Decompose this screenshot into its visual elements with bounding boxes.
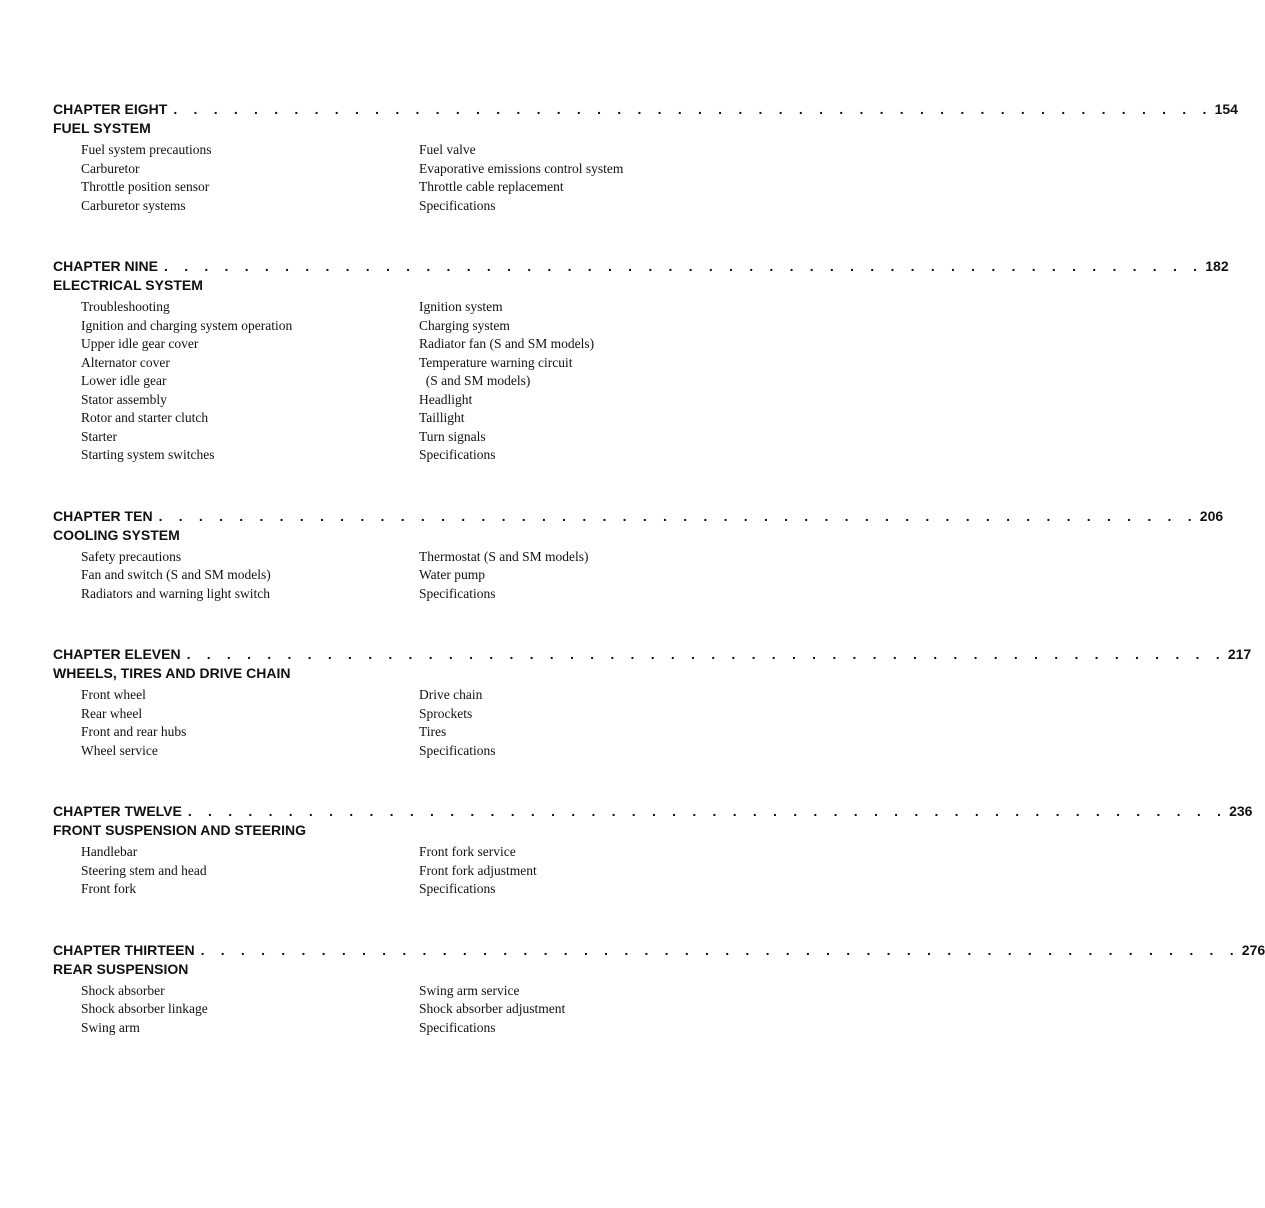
chapter-title: REAR SUSPENSION bbox=[53, 960, 189, 977]
topic-column-left bbox=[81, 982, 419, 1038]
chapter-twelve bbox=[53, 802, 1253, 899]
chapter-heading[interactable] bbox=[53, 257, 1229, 276]
topic-item[interactable]: Taillight bbox=[419, 410, 465, 425]
chapter-eleven bbox=[53, 645, 1252, 760]
topic-item[interactable]: Lower idle gear bbox=[81, 373, 167, 388]
chapter-ten bbox=[53, 507, 1224, 604]
topic-item[interactable]: Drive chain bbox=[419, 687, 483, 702]
topic-column-right bbox=[419, 141, 673, 215]
dot-leader: . . . . . . . . . . . . . . . . . . . . . . . . . . . . . . . . . . . . . . . . . . . . . . . . . . . . bbox=[158, 507, 1198, 524]
page-number: 217 bbox=[1227, 646, 1252, 662]
page-number: 182 bbox=[1205, 258, 1229, 274]
topic-column-left bbox=[81, 686, 419, 760]
dot-leader: . . . . . . . . . . . . . . . . . . . . . . . . . . . . . . . . . . . . . . . . . . . . . . . . . . . . bbox=[187, 803, 1228, 819]
chapter-label: CHAPTER THIRTEEN bbox=[53, 941, 195, 958]
topic-column-right bbox=[419, 843, 673, 899]
topic-list bbox=[81, 298, 673, 465]
topic-column-right bbox=[419, 548, 673, 604]
topic-item[interactable]: Shock absorber linkage bbox=[81, 1001, 208, 1016]
topic-column-right bbox=[419, 982, 673, 1038]
chapter-label: CHAPTER TEN bbox=[53, 507, 153, 524]
chapter-heading[interactable] bbox=[53, 100, 1238, 119]
topic-column-left bbox=[81, 298, 419, 465]
topic-item[interactable]: Tires bbox=[419, 724, 447, 739]
topic-item[interactable]: Specifications bbox=[419, 585, 496, 601]
topic-item[interactable]: Troubleshooting bbox=[81, 299, 170, 314]
topic-column-left bbox=[81, 141, 419, 215]
page-number: 236 bbox=[1229, 803, 1253, 819]
chapter-heading[interactable] bbox=[53, 802, 1253, 821]
topic-item[interactable]: Specifications bbox=[419, 447, 496, 462]
topic-item[interactable]: Radiators and warning light switch bbox=[81, 585, 270, 601]
topic-item[interactable]: Shock absorber adjustment bbox=[419, 1001, 566, 1016]
topic-column-right bbox=[419, 686, 673, 760]
chapter-heading[interactable] bbox=[53, 507, 1224, 526]
chapter-title: FUEL SYSTEM bbox=[53, 120, 151, 136]
topic-item[interactable]: Fuel valve bbox=[419, 142, 476, 157]
topic-item[interactable]: Rotor and starter clutch bbox=[81, 410, 209, 425]
chapter-title: FRONT SUSPENSION AND STEERING bbox=[53, 822, 307, 838]
dot-leader: . . . . . . . . . . . . . . . . . . . . . . . . . . . . . . . . . . . . . . . . . . . . . . . . . . . . bbox=[164, 258, 1204, 274]
topic-item[interactable]: Specifications bbox=[419, 742, 496, 758]
topic-item[interactable]: Thermostat (S and SM models) bbox=[419, 548, 589, 564]
page-number: 154 bbox=[1214, 101, 1238, 117]
topic-item[interactable]: Evaporative emissions control system bbox=[419, 160, 624, 176]
topic-item[interactable]: Carburetor bbox=[81, 160, 140, 176]
chapter-label: CHAPTER ELEVEN bbox=[53, 646, 181, 662]
topic-list bbox=[81, 843, 673, 899]
topic-item[interactable]: Sprockets bbox=[419, 705, 473, 721]
topic-item[interactable]: Front fork service bbox=[419, 844, 516, 859]
chapter-eight bbox=[53, 100, 1238, 215]
topic-item[interactable]: Front fork adjustment bbox=[419, 862, 537, 878]
topic-item[interactable]: Steering stem and head bbox=[81, 862, 207, 878]
topic-item[interactable]: Specifications bbox=[419, 197, 496, 213]
topic-item[interactable]: Front wheel bbox=[81, 687, 146, 702]
chapter-label: CHAPTER EIGHT bbox=[53, 101, 168, 117]
topic-item[interactable]: Alternator cover bbox=[81, 354, 170, 370]
topic-item[interactable]: Rear wheel bbox=[81, 705, 143, 721]
topic-item[interactable]: Throttle position sensor bbox=[81, 179, 210, 194]
topic-item[interactable]: Ignition and charging system operation bbox=[81, 317, 293, 333]
dot-leader: . . . . . . . . . . . . . . . . . . . . . . . . . . . . . . . . . . . . . . . . . . . . . . . . . . . . bbox=[200, 941, 1240, 958]
topic-item[interactable]: Headlight bbox=[419, 391, 473, 407]
topic-column-right bbox=[419, 298, 673, 465]
topic-item[interactable]: Swing arm bbox=[81, 1019, 140, 1035]
topic-item[interactable]: Front and rear hubs bbox=[81, 724, 187, 739]
topic-list bbox=[81, 548, 673, 604]
chapter-label: CHAPTER NINE bbox=[53, 258, 159, 274]
dot-leader: . . . . . . . . . . . . . . . . . . . . . . . . . . . . . . . . . . . . . . . . . . . . . . . . . . . . bbox=[186, 646, 1226, 662]
topic-item[interactable]: Fuel system precautions bbox=[81, 142, 212, 157]
chapter-title: COOLING SYSTEM bbox=[53, 526, 180, 543]
topic-item[interactable]: Charging system bbox=[419, 317, 510, 333]
chapter-nine bbox=[53, 257, 1229, 465]
topic-column-left bbox=[81, 548, 419, 604]
topic-item[interactable]: Stator assembly bbox=[81, 391, 167, 407]
topic-column-left bbox=[81, 843, 419, 899]
topic-item[interactable]: Starter bbox=[81, 428, 117, 444]
topic-item[interactable]: Front fork bbox=[81, 881, 137, 896]
topic-item[interactable]: Temperature warning circuit bbox=[419, 354, 573, 370]
topic-item[interactable]: Swing arm service bbox=[419, 982, 520, 998]
topic-item[interactable]: Wheel service bbox=[81, 742, 158, 758]
chapter-label: CHAPTER TWELVE bbox=[53, 803, 182, 819]
topic-item[interactable]: Starting system switches bbox=[81, 447, 215, 462]
topic-item[interactable]: (S and SM models) bbox=[419, 373, 531, 388]
topic-list bbox=[81, 686, 673, 760]
topic-item[interactable]: Specifications bbox=[419, 881, 496, 896]
chapter-heading[interactable] bbox=[53, 645, 1252, 664]
topic-item[interactable]: Ignition system bbox=[419, 299, 503, 314]
table-of-contents bbox=[53, 100, 1265, 1037]
topic-item[interactable]: Throttle cable replacement bbox=[419, 179, 564, 194]
topic-item[interactable]: Fan and switch (S and SM models) bbox=[81, 567, 271, 582]
topic-item[interactable]: Shock absorber bbox=[81, 982, 165, 998]
topic-item[interactable]: Turn signals bbox=[419, 428, 486, 444]
topic-item[interactable]: Handlebar bbox=[81, 844, 138, 859]
topic-list bbox=[81, 982, 673, 1038]
topic-list bbox=[81, 141, 673, 215]
chapter-title: WHEELS, TIRES AND DRIVE CHAIN bbox=[53, 665, 291, 681]
page-number: 276 bbox=[1241, 941, 1265, 958]
topic-item[interactable]: Radiator fan (S and SM models) bbox=[419, 336, 595, 351]
dot-leader: . . . . . . . . . . . . . . . . . . . . . . . . . . . . . . . . . . . . . . . . . . . . . . . . . . . . bbox=[173, 101, 1213, 117]
topic-item[interactable]: Water pump bbox=[419, 567, 486, 582]
page-number: 206 bbox=[1199, 507, 1224, 524]
topic-item[interactable]: Carburetor systems bbox=[81, 197, 186, 213]
chapter-title: ELECTRICAL SYSTEM bbox=[53, 277, 203, 293]
topic-item[interactable]: Specifications bbox=[419, 1019, 496, 1035]
topic-item[interactable]: Upper idle gear cover bbox=[81, 336, 199, 351]
chapter-thirteen bbox=[53, 941, 1265, 1038]
topic-item[interactable]: Safety precautions bbox=[81, 548, 182, 564]
chapter-heading[interactable] bbox=[53, 941, 1265, 960]
